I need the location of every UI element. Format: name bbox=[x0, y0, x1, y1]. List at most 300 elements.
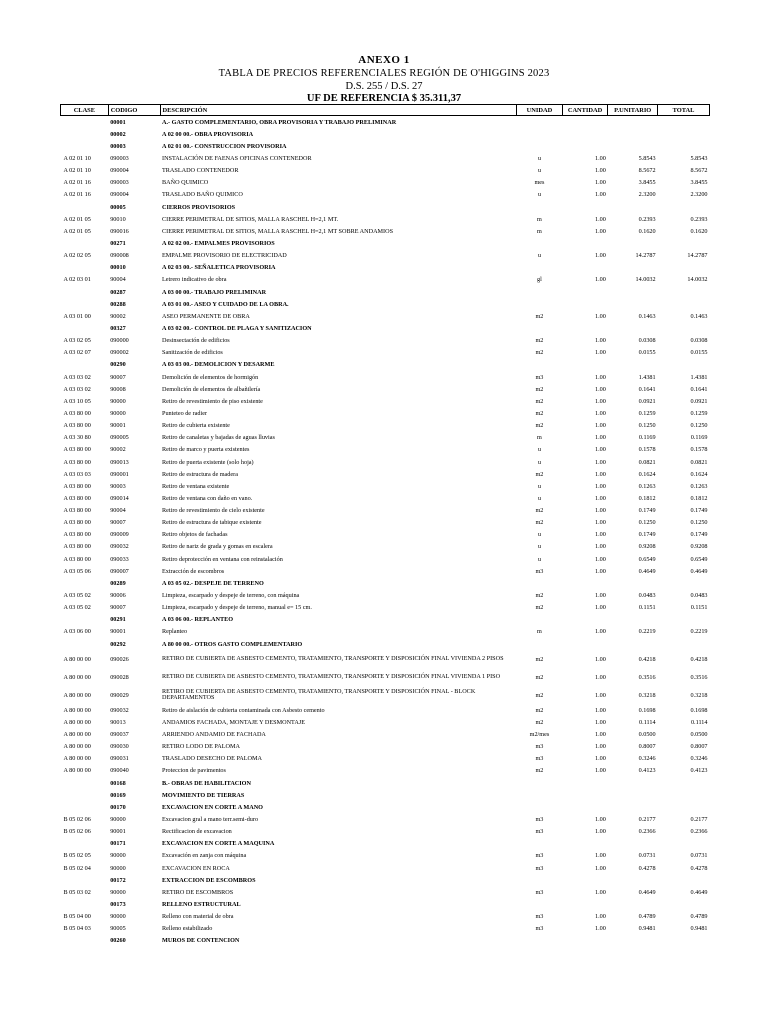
cell-cantidad: 1.00 bbox=[595, 373, 606, 381]
cell-total: 0.0921 bbox=[690, 397, 708, 405]
cell-unidad: m2 bbox=[535, 691, 544, 699]
cell-total: 0.2177 bbox=[690, 816, 708, 824]
cell-codigo: 00288 bbox=[110, 300, 126, 308]
cell-codigo: 090037 bbox=[110, 731, 129, 739]
cell-cantidad: 1.00 bbox=[595, 507, 606, 515]
cell-p-unitario: 0.1250 bbox=[638, 422, 656, 430]
cell-total: 0.1151 bbox=[690, 604, 708, 612]
cell-codigo: 90007 bbox=[110, 519, 126, 527]
cell-total: 3.8455 bbox=[690, 179, 708, 187]
cell-cantidad bbox=[562, 801, 608, 813]
cell-descripcion: A 03 06 00.- REPLANTEO bbox=[162, 616, 234, 624]
cell-unidad: u bbox=[537, 555, 541, 563]
cell-p-unitario: 0.0731 bbox=[638, 852, 656, 860]
cell-descripcion: A 03 03 00.- DEMOLICION Y DESARME bbox=[162, 361, 275, 369]
cell-unidad: m2 bbox=[535, 718, 544, 726]
cell-p-unitario: 0.2366 bbox=[638, 828, 656, 836]
cell-codigo: 90003 bbox=[110, 482, 126, 490]
cell-clase bbox=[61, 201, 109, 213]
cell-p-unitario: 0.0483 bbox=[638, 592, 656, 600]
table-row bbox=[61, 602, 710, 614]
cell-total bbox=[658, 638, 710, 650]
cell-descripcion: ANDAMIOS FACHADA, MONTAJE Y DESMONTAJE bbox=[162, 718, 305, 726]
cell-unidad bbox=[517, 359, 563, 371]
cell-clase: A 03 03 02 bbox=[63, 373, 91, 381]
cell-total: 0.2219 bbox=[690, 628, 708, 636]
cell-unidad: m2 bbox=[535, 312, 544, 320]
cell-total bbox=[658, 322, 710, 334]
cell-codigo: 90010 bbox=[110, 215, 126, 223]
cell-clase: A 80 00 00 bbox=[63, 655, 91, 663]
table-row bbox=[61, 177, 710, 189]
table-row bbox=[61, 250, 710, 262]
cell-total: 0.1463 bbox=[690, 312, 708, 320]
section-row bbox=[61, 140, 710, 152]
cell-p-unitario bbox=[608, 898, 658, 910]
cell-total bbox=[658, 201, 710, 213]
cell-p-unitario: 8.5672 bbox=[638, 167, 656, 175]
cell-clase: A 03 80 00 bbox=[63, 531, 91, 539]
cell-codigo: 90013 bbox=[110, 718, 126, 726]
cell-total bbox=[658, 577, 710, 589]
cell-clase bbox=[61, 237, 109, 249]
table-row bbox=[61, 704, 710, 716]
cell-descripcion: A 02 01 00.- CONSTRUCCION PROVISORIA bbox=[162, 142, 287, 150]
cell-total: 0.4123 bbox=[690, 767, 708, 775]
cell-clase bbox=[61, 874, 109, 886]
cell-cantidad bbox=[562, 898, 608, 910]
cell-codigo: 90008 bbox=[110, 385, 126, 393]
cell-clase: A 03 80 00 bbox=[63, 482, 91, 490]
cell-total: 0.1698 bbox=[690, 706, 708, 714]
table-row bbox=[61, 383, 710, 395]
cell-total: 0.4649 bbox=[690, 888, 708, 896]
cell-codigo: 00260 bbox=[110, 937, 126, 945]
column-header-clase: CLASE bbox=[61, 105, 109, 116]
cell-total: 0.4649 bbox=[690, 567, 708, 575]
cell-descripcion: Limpieza, escarpado y despeje de terreno, con máquina bbox=[162, 592, 300, 600]
cell-p-unitario bbox=[608, 237, 658, 249]
cell-total: 0.3218 bbox=[690, 691, 708, 699]
cell-descripcion: A 02 02 00.- EMPALMES PROVISORIOS bbox=[162, 239, 275, 247]
cell-codigo: 090016 bbox=[110, 227, 129, 235]
cell-cantidad bbox=[562, 237, 608, 249]
cell-cantidad: 1.00 bbox=[595, 731, 606, 739]
cell-total: 8.5672 bbox=[690, 167, 708, 175]
cell-codigo: 90002 bbox=[110, 312, 126, 320]
cell-codigo: 90000 bbox=[110, 864, 126, 872]
cell-cantidad bbox=[562, 128, 608, 140]
cell-cantidad: 1.00 bbox=[595, 864, 606, 872]
cell-descripcion: RETIRO LODO DE PALOMA bbox=[162, 743, 240, 751]
cell-p-unitario: 0.1114 bbox=[639, 718, 656, 726]
cell-descripcion: CIERRE PERIMETRAL DE SITIOS, MALLA RASCHEL H=2,1 MT. bbox=[162, 215, 339, 223]
cell-clase: A 80 00 00 bbox=[63, 718, 91, 726]
cell-codigo: 00002 bbox=[110, 130, 126, 138]
table-row bbox=[61, 165, 710, 177]
cell-descripcion: Retiro de ventana con daño en vano. bbox=[162, 494, 253, 502]
cell-descripcion: Desinsectación de edificios bbox=[162, 337, 230, 345]
cell-unidad: m bbox=[537, 215, 542, 223]
section-row bbox=[61, 935, 710, 947]
table-row bbox=[61, 668, 710, 686]
cell-unidad bbox=[517, 577, 563, 589]
cell-descripcion: Relleno con material de obra bbox=[162, 913, 234, 921]
cell-p-unitario: 0.1259 bbox=[638, 409, 656, 417]
cell-p-unitario: 0.3516 bbox=[638, 673, 656, 681]
cell-p-unitario: 1.4381 bbox=[638, 373, 656, 381]
cell-descripcion: TRASLADO BAÑO QUIMICO bbox=[162, 191, 243, 199]
cell-codigo: 90000 bbox=[110, 816, 126, 824]
table-row bbox=[61, 347, 710, 359]
cell-unidad: m3 bbox=[535, 567, 544, 575]
cell-total bbox=[658, 777, 710, 789]
cell-codigo: 00005 bbox=[110, 203, 126, 211]
cell-total bbox=[658, 298, 710, 310]
cell-p-unitario: 5.8543 bbox=[638, 154, 656, 162]
cell-descripcion: Retiro de cubierta existente bbox=[162, 422, 230, 430]
cell-descripcion: Demolición de elementos de albañilería bbox=[162, 385, 261, 393]
cell-cantidad bbox=[562, 935, 608, 947]
cell-total: 0.3246 bbox=[690, 755, 708, 763]
cell-clase: A 03 01 00 bbox=[63, 312, 91, 320]
table-row bbox=[61, 813, 710, 825]
table-row bbox=[61, 444, 710, 456]
cell-total: 14.2787 bbox=[687, 252, 708, 260]
cell-descripcion: Extracción de escombros bbox=[162, 567, 225, 575]
cell-descripcion: Retiro de marco y puerta existentes bbox=[162, 446, 250, 454]
cell-descripcion: A 03 00 00.- TRABAJO PRELIMINAR bbox=[162, 288, 267, 296]
column-header-cantidad: CANTIDAD bbox=[562, 105, 608, 116]
cell-cantidad bbox=[562, 614, 608, 626]
cell-clase: B 05 02 06 bbox=[63, 816, 91, 824]
cell-unidad bbox=[517, 638, 563, 650]
cell-descripcion: EMPALME PROVISORIO DE ELECTRICIDAD bbox=[162, 252, 287, 260]
cell-total: 0.4278 bbox=[690, 864, 708, 872]
cell-codigo: 00171 bbox=[110, 840, 126, 848]
cell-unidad: m2 bbox=[535, 767, 544, 775]
cell-descripcion: RETIRO DE ESCOMBROS bbox=[162, 888, 234, 896]
cell-p-unitario: 0.1624 bbox=[638, 470, 656, 478]
table-row bbox=[61, 728, 710, 740]
cell-codigo: 090030 bbox=[110, 743, 129, 751]
table-row bbox=[61, 686, 710, 704]
cell-p-unitario: 0.1641 bbox=[638, 385, 656, 393]
cell-cantidad: 1.00 bbox=[595, 691, 606, 699]
cell-descripcion: Letrero indicativo de obra bbox=[162, 276, 227, 284]
cell-codigo: 90001 bbox=[110, 828, 126, 836]
cell-p-unitario: 0.9208 bbox=[638, 543, 656, 551]
cell-descripcion: Retiro de puerta existente (solo hoja) bbox=[162, 458, 254, 466]
cell-descripcion: Retiro de estructura de tabique existente bbox=[162, 519, 262, 527]
cell-clase: A 02 01 16 bbox=[63, 179, 91, 187]
cell-cantidad bbox=[562, 140, 608, 152]
cell-total: 0.4789 bbox=[690, 913, 708, 921]
cell-unidad bbox=[517, 322, 563, 334]
cell-descripcion: A 03 02 00.- CONTROL DE PLAGA Y SANITIZACION bbox=[162, 324, 312, 332]
cell-codigo: 90000 bbox=[110, 409, 126, 417]
cell-codigo: 90001 bbox=[110, 628, 126, 636]
cell-unidad: m3 bbox=[535, 852, 544, 860]
cell-unidad: m3 bbox=[535, 864, 544, 872]
cell-unidad bbox=[517, 789, 563, 801]
section-row bbox=[61, 801, 710, 813]
cell-p-unitario: 0.1812 bbox=[638, 494, 656, 502]
cell-codigo: 90000 bbox=[110, 397, 126, 405]
cell-clase: B 05 02 06 bbox=[63, 828, 91, 836]
cell-clase: A 03 02 05 bbox=[63, 337, 91, 345]
table-row bbox=[61, 565, 710, 577]
section-row bbox=[61, 777, 710, 789]
cell-p-unitario bbox=[608, 140, 658, 152]
cell-clase bbox=[61, 777, 109, 789]
cell-total: 0.1620 bbox=[690, 227, 708, 235]
cell-total bbox=[658, 140, 710, 152]
cell-clase: A 02 03 01 bbox=[63, 276, 91, 284]
cell-total: 0.1812 bbox=[690, 494, 708, 502]
cell-cantidad: 1.00 bbox=[595, 519, 606, 527]
cell-codigo: 090005 bbox=[110, 434, 129, 442]
cell-descripcion: ARRIENDO ANDAMIO DE FACHADA bbox=[162, 731, 266, 739]
uf-reference: UF DE REFERENCIA $ 35.311,37 bbox=[306, 93, 462, 104]
cell-cantidad: 1.00 bbox=[595, 337, 606, 345]
column-header-codigo: CODIGO bbox=[108, 105, 160, 116]
cell-codigo: 00290 bbox=[110, 361, 126, 369]
cell-total bbox=[658, 789, 710, 801]
cell-p-unitario: 0.3218 bbox=[638, 691, 656, 699]
cell-cantidad: 1.00 bbox=[595, 434, 606, 442]
cell-total bbox=[658, 838, 710, 850]
cell-clase: A 80 00 00 bbox=[63, 743, 91, 751]
cell-clase: A 02 01 10 bbox=[63, 154, 91, 162]
cell-p-unitario: 0.0821 bbox=[638, 458, 656, 466]
cell-p-unitario bbox=[608, 201, 658, 213]
cell-clase bbox=[61, 116, 109, 129]
cell-p-unitario: 0.4789 bbox=[638, 913, 656, 921]
cell-p-unitario: 0.4649 bbox=[638, 567, 656, 575]
cell-codigo: 090009 bbox=[110, 531, 129, 539]
cell-descripcion: Retiro deprotección en ventana con reinstalación bbox=[162, 555, 283, 563]
cell-codigo: 90000 bbox=[110, 888, 126, 896]
cell-clase: A 02 02 05 bbox=[63, 252, 91, 260]
cell-unidad: m3 bbox=[535, 755, 544, 763]
cell-codigo: 090040 bbox=[110, 767, 129, 775]
cell-clase: A 02 01 10 bbox=[63, 167, 91, 175]
cell-clase: A 03 80 00 bbox=[63, 446, 91, 454]
cell-clase: B 05 04 00 bbox=[63, 913, 91, 921]
cell-p-unitario bbox=[608, 298, 658, 310]
cell-codigo: 090000 bbox=[110, 337, 129, 345]
cell-descripcion: Replanteo bbox=[162, 628, 188, 636]
cell-clase bbox=[61, 128, 109, 140]
cell-codigo: 090003 bbox=[110, 154, 129, 162]
cell-clase: B 05 03 02 bbox=[63, 888, 91, 896]
cell-unidad bbox=[517, 614, 563, 626]
cell-p-unitario: 0.1749 bbox=[638, 507, 656, 515]
cell-cantidad: 1.00 bbox=[595, 743, 606, 751]
cell-cantidad: 1.00 bbox=[595, 628, 606, 636]
cell-unidad: u bbox=[537, 167, 541, 175]
cell-unidad bbox=[517, 286, 563, 298]
cell-codigo: 090028 bbox=[110, 673, 129, 681]
cell-p-unitario: 0.0921 bbox=[638, 397, 656, 405]
table-row bbox=[61, 650, 710, 668]
cell-total: 0.0821 bbox=[690, 458, 708, 466]
section-row bbox=[61, 359, 710, 371]
cell-cantidad: 1.00 bbox=[595, 816, 606, 824]
cell-p-unitario bbox=[608, 789, 658, 801]
cell-descripcion: Retiro de canaletas y bajadas de aguas lluvias bbox=[162, 434, 275, 442]
cell-cantidad bbox=[562, 577, 608, 589]
cell-total: 0.0483 bbox=[690, 592, 708, 600]
cell-codigo: 00291 bbox=[110, 616, 126, 624]
cell-descripcion: Rectificacion de excavacion bbox=[162, 828, 232, 836]
cell-cantidad: 1.00 bbox=[595, 828, 606, 836]
cell-cantidad: 1.00 bbox=[595, 458, 606, 466]
cell-p-unitario: 0.1578 bbox=[638, 446, 656, 454]
cell-descripcion: Retiro de aislación de cubierta contaminada con Asbesto cemento bbox=[162, 706, 325, 714]
cell-cantidad bbox=[562, 777, 608, 789]
cell-unidad bbox=[517, 201, 563, 213]
cell-total: 0.3516 bbox=[690, 673, 708, 681]
cell-cantidad: 1.00 bbox=[595, 154, 606, 162]
cell-p-unitario: 0.1169 bbox=[638, 434, 656, 442]
table-row bbox=[61, 923, 710, 935]
cell-p-unitario: 0.1463 bbox=[638, 312, 656, 320]
cell-total: 1.4381 bbox=[690, 373, 708, 381]
cell-cantidad: 1.00 bbox=[595, 312, 606, 320]
cell-clase: A 80 00 00 bbox=[63, 731, 91, 739]
cell-codigo: 090002 bbox=[110, 349, 129, 357]
cell-clase: B 05 02 04 bbox=[63, 864, 91, 872]
table-row bbox=[61, 456, 710, 468]
cell-p-unitario bbox=[608, 116, 658, 129]
table-row bbox=[61, 225, 710, 237]
cell-codigo: 090004 bbox=[110, 167, 129, 175]
cell-p-unitario: 0.1263 bbox=[638, 482, 656, 490]
table-row bbox=[61, 189, 710, 201]
table-row bbox=[61, 432, 710, 444]
cell-cantidad: 1.00 bbox=[595, 718, 606, 726]
table-row bbox=[61, 765, 710, 777]
cell-clase: A 80 00 00 bbox=[63, 767, 91, 775]
cell-total: 0.2366 bbox=[690, 828, 708, 836]
cell-cantidad bbox=[562, 322, 608, 334]
cell-p-unitario: 0.9481 bbox=[638, 925, 656, 933]
cell-total bbox=[658, 614, 710, 626]
cell-cantidad: 1.00 bbox=[595, 592, 606, 600]
cell-unidad: m3 bbox=[535, 373, 544, 381]
cell-clase bbox=[61, 638, 109, 650]
cell-clase: A 03 02 07 bbox=[63, 349, 91, 357]
cell-codigo: 090003 bbox=[110, 179, 129, 187]
cell-codigo: 00287 bbox=[110, 288, 126, 296]
cell-descripcion: B.- OBRAS DE HABILITACION bbox=[162, 779, 251, 787]
cell-unidad: m3 bbox=[535, 913, 544, 921]
cell-p-unitario: 0.2219 bbox=[638, 628, 656, 636]
table-row bbox=[61, 407, 710, 419]
cell-cantidad bbox=[562, 298, 608, 310]
cell-descripcion: CIERRE PERIMETRAL DE SITIOS, MALLA RASCHEL H=2,1 MT SOBRE ANDAMIOS bbox=[162, 227, 394, 235]
section-row bbox=[61, 838, 710, 850]
cell-codigo: 00289 bbox=[110, 579, 126, 587]
cell-clase: A 03 80 00 bbox=[63, 409, 91, 417]
cell-total bbox=[658, 898, 710, 910]
cell-codigo: 090004 bbox=[110, 191, 129, 199]
cell-total: 0.9481 bbox=[690, 925, 708, 933]
table-row bbox=[61, 886, 710, 898]
cell-clase: A 03 80 00 bbox=[63, 555, 91, 563]
cell-unidad bbox=[517, 116, 563, 129]
cell-clase: A 80 00 00 bbox=[63, 691, 91, 699]
cell-cantidad: 1.00 bbox=[595, 276, 606, 284]
cell-unidad: m2 bbox=[535, 655, 544, 663]
cell-p-unitario bbox=[608, 262, 658, 274]
cell-unidad bbox=[517, 874, 563, 886]
cell-unidad: u bbox=[537, 252, 541, 260]
cell-clase bbox=[61, 577, 109, 589]
cell-cantidad: 1.00 bbox=[595, 706, 606, 714]
cell-descripcion: EXCAVACION EN CORTE A MAQUINA bbox=[162, 840, 275, 848]
cell-total: 0.1114 bbox=[690, 718, 708, 726]
cell-p-unitario: 2.3200 bbox=[638, 191, 656, 199]
cell-descripcion: TRASLADO CONTENEDOR bbox=[162, 167, 239, 175]
cell-unidad: m2 bbox=[535, 470, 544, 478]
cell-unidad: u bbox=[537, 543, 541, 551]
cell-descripcion: Retiro de revestimiento de piso existente bbox=[162, 397, 263, 405]
cell-clase: A 03 05 02 bbox=[63, 604, 91, 612]
section-row bbox=[61, 638, 710, 650]
cell-cantidad bbox=[562, 638, 608, 650]
cell-descripcion: Sanitización de edificios bbox=[162, 349, 223, 357]
cell-unidad bbox=[517, 140, 563, 152]
cell-clase: A 03 80 00 bbox=[63, 458, 91, 466]
cell-total: 0.0500 bbox=[690, 731, 708, 739]
cell-cantidad: 1.00 bbox=[595, 179, 606, 187]
cell-descripcion: EXTRACCION DE ESCOMBROS bbox=[162, 876, 256, 884]
cell-unidad: m2 bbox=[535, 422, 544, 430]
cell-unidad: m2 bbox=[535, 673, 544, 681]
cell-cantidad bbox=[562, 359, 608, 371]
table-row bbox=[61, 716, 710, 728]
cell-p-unitario: 0.8007 bbox=[638, 743, 656, 751]
table-row bbox=[61, 626, 710, 638]
cell-unidad: m2 bbox=[535, 385, 544, 393]
cell-cantidad: 1.00 bbox=[595, 673, 606, 681]
cell-clase: A 03 05 02 bbox=[63, 592, 91, 600]
cell-descripcion: A.- GASTO COMPLEMENTARIO, OBRA PROVISORIA Y TRABAJO PRELIMINAR bbox=[162, 118, 397, 126]
cell-clase bbox=[61, 614, 109, 626]
cell-clase: A 03 80 00 bbox=[63, 494, 91, 502]
table-row bbox=[61, 529, 710, 541]
cell-descripcion: A 02 03 00.- SEÑALETICA PROVISORIA bbox=[162, 264, 276, 272]
table-title: TABLA DE PRECIOS REFERENCIALES REGIÓN DE O'HIGGINS 2023 bbox=[218, 68, 550, 79]
table-row bbox=[61, 310, 710, 322]
cell-clase: A 80 00 00 bbox=[63, 673, 91, 681]
cell-total: 0.1749 bbox=[690, 507, 708, 515]
cell-unidad bbox=[517, 298, 563, 310]
cell-p-unitario bbox=[608, 777, 658, 789]
cell-codigo: 90004 bbox=[110, 276, 126, 284]
table-row bbox=[61, 371, 710, 383]
cell-p-unitario bbox=[608, 874, 658, 886]
cell-p-unitario: 0.1698 bbox=[638, 706, 656, 714]
cell-descripcion: TRASLADO DESECHO DE PALOMA bbox=[162, 755, 262, 763]
cell-codigo: 90002 bbox=[110, 446, 126, 454]
cell-cantidad bbox=[562, 116, 608, 129]
cell-codigo: 090033 bbox=[110, 555, 129, 563]
cell-p-unitario: 0.0500 bbox=[638, 731, 656, 739]
